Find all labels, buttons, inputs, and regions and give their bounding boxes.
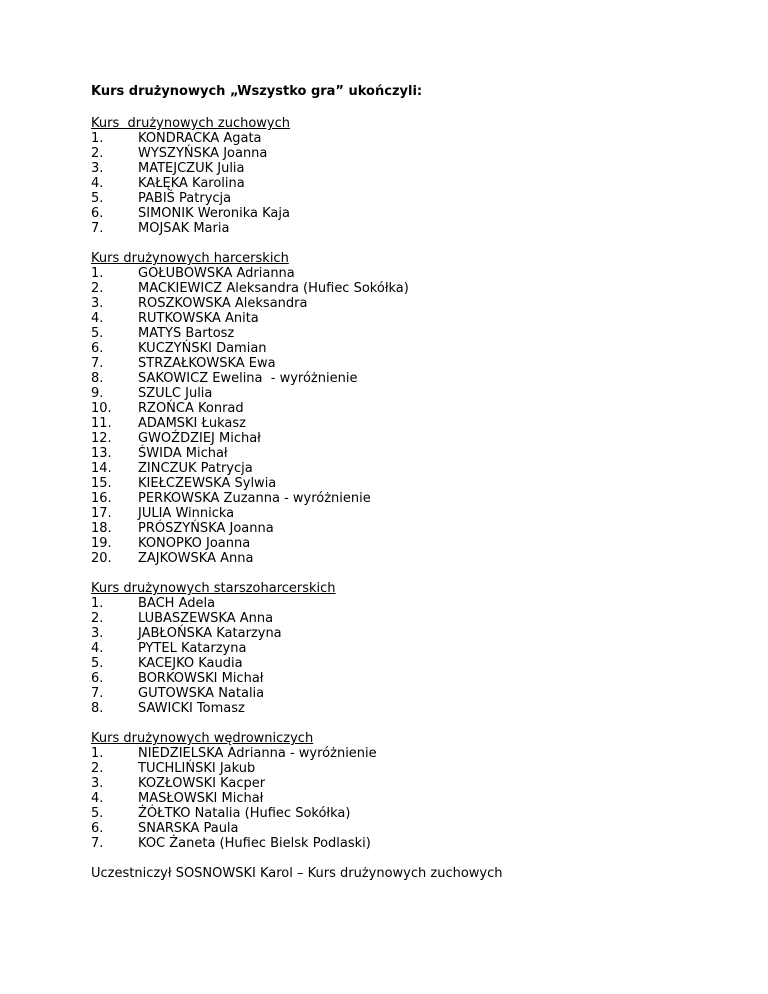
item-number: 19. (91, 536, 112, 551)
participant-name: ZINCZUK Patrycja (138, 461, 253, 476)
item-number: 1. (91, 266, 104, 281)
participant-name: ZAJKOWSKA Anna (138, 551, 254, 566)
list-item (91, 311, 731, 326)
list-item (91, 476, 731, 491)
section-heading: Kurs drużynowych harcerskich (91, 251, 289, 266)
list-item (91, 296, 731, 311)
participant-name: KAŁĘKA Karolina (138, 176, 245, 191)
list-item (91, 806, 731, 821)
list-item (91, 416, 731, 431)
section-heading: Kurs drużynowych wędrowniczych (91, 731, 314, 746)
course-section (91, 251, 731, 566)
list-item (91, 146, 731, 161)
participant-name: MACKIEWICZ Aleksandra (Hufiec Sokółka) (138, 281, 409, 296)
participant-name: TUCHLIŃSKI Jakub (138, 761, 256, 776)
participant-list (91, 596, 731, 716)
participant-name: RUTKOWSKA Anita (138, 311, 259, 326)
list-item (91, 206, 731, 221)
item-number: 6. (91, 671, 104, 686)
list-item (91, 386, 731, 401)
list-item (91, 131, 731, 146)
section-heading: Kurs drużynowych zuchowych (91, 116, 291, 131)
list-item (91, 401, 731, 416)
list-item (91, 491, 731, 506)
list-item (91, 821, 731, 836)
participant-name: SIMONIK Weronika Kaja (138, 206, 290, 221)
section-heading: Kurs drużynowych starszoharcerskich (91, 581, 336, 596)
list-item (91, 836, 731, 851)
participant-name: BACH Adela (138, 596, 216, 611)
list-item (91, 521, 731, 536)
participant-name: PERKOWSKA Zuzanna - wyróżnienie (138, 491, 371, 506)
course-section (91, 731, 731, 851)
participant-name: KUCZYŃSKI Damian (138, 341, 267, 356)
participant-name: KONOPKO Joanna (138, 536, 251, 551)
participant-name: ŻÓŁTKO Natalia (Hufiec Sokółka) (138, 806, 351, 821)
participant-list (91, 746, 731, 851)
participant-name: JABŁOŃSKA Katarzyna (138, 626, 282, 641)
list-item (91, 431, 731, 446)
list-item (91, 611, 731, 626)
list-item (91, 176, 731, 191)
course-section (91, 581, 731, 716)
course-section (91, 116, 731, 236)
item-number: 14. (91, 461, 112, 476)
list-item (91, 161, 731, 176)
item-number: 10. (91, 401, 112, 416)
participant-name: GUTOWSKA Natalia (138, 686, 265, 701)
participant-list (91, 131, 731, 236)
list-item (91, 266, 731, 281)
list-item (91, 506, 731, 521)
list-item (91, 371, 731, 386)
participant-name: KACEJKO Kaudia (138, 656, 243, 671)
item-number: 7. (91, 686, 104, 701)
item-number: 20. (91, 551, 112, 566)
item-number: 13. (91, 446, 112, 461)
participant-name: MOJSAK Maria (138, 221, 230, 236)
item-number: 16. (91, 491, 112, 506)
list-item (91, 191, 731, 206)
title-spacer (91, 99, 731, 116)
participant-name: KOC Żaneta (Hufiec Bielsk Podlaski) (138, 836, 371, 851)
list-item (91, 446, 731, 461)
list-item (91, 536, 731, 551)
list-item (91, 326, 731, 341)
list-item (91, 701, 731, 716)
item-number: 7. (91, 356, 104, 371)
participant-name: PRÓSZYŃSKA Joanna (138, 521, 274, 536)
participant-name: GWOŹDZIEJ Michał (138, 431, 261, 446)
item-number: 11. (91, 416, 112, 431)
item-number: 4. (91, 176, 104, 191)
participant-name: ROSZKOWSKA Aleksandra (138, 296, 308, 311)
item-number: 4. (91, 311, 104, 326)
list-item (91, 596, 731, 611)
item-number: 3. (91, 296, 104, 311)
item-number: 4. (91, 641, 104, 656)
participant-name: KIEŁCZEWSKA Sylwia (138, 476, 277, 491)
participant-list (91, 266, 731, 566)
item-number: 6. (91, 341, 104, 356)
item-number: 5. (91, 326, 104, 341)
item-number: 5. (91, 191, 104, 206)
list-item (91, 776, 731, 791)
item-number: 12. (91, 431, 112, 446)
footer-note: Uczestniczył SOSNOWSKI Karol – Kurs drużynowych zuchowych (91, 866, 503, 881)
list-item (91, 656, 731, 671)
list-item (91, 626, 731, 641)
item-number: 8. (91, 701, 104, 716)
item-number: 7. (91, 221, 104, 236)
item-number: 2. (91, 281, 104, 296)
participant-name: MASŁOWSKI Michał (138, 791, 264, 806)
list-item (91, 791, 731, 806)
participant-name: SNARSKA Paula (138, 821, 239, 836)
participant-name: MATEJCZUK Julia (138, 161, 245, 176)
participant-name: GOŁUBOWSKA Adrianna (138, 266, 295, 281)
participant-name: PYTEL Katarzyna (138, 641, 247, 656)
list-item (91, 356, 731, 371)
item-number: 2. (91, 611, 104, 626)
document-page (91, 84, 731, 881)
item-number: 5. (91, 656, 104, 671)
item-number: 3. (91, 776, 104, 791)
item-number: 2. (91, 146, 104, 161)
list-item (91, 341, 731, 356)
item-number: 1. (91, 746, 104, 761)
participant-name: LUBASZEWSKA Anna (138, 611, 274, 626)
participant-name: MATYS Bartosz (138, 326, 235, 341)
item-number: 4. (91, 791, 104, 806)
item-number: 8. (91, 371, 104, 386)
item-number: 17. (91, 506, 112, 521)
participant-name: KOZŁOWSKI Kacper (138, 776, 266, 791)
participant-name: PABIŚ Patrycja (138, 191, 232, 206)
participant-name: BORKOWSKI Michał (138, 671, 264, 686)
participant-name: KONDRACKA Agata (138, 131, 262, 146)
participant-name: RZOŃCA Konrad (138, 401, 244, 416)
list-item (91, 686, 731, 701)
list-item (91, 551, 731, 566)
list-item (91, 461, 731, 476)
item-number: 9. (91, 386, 104, 401)
item-number: 15. (91, 476, 112, 491)
participant-name: WYSZYŃSKA Joanna (138, 146, 268, 161)
item-number: 6. (91, 206, 104, 221)
item-number: 3. (91, 626, 104, 641)
list-item (91, 671, 731, 686)
participant-name: SAKOWICZ Ewelina - wyróżnienie (138, 371, 358, 386)
participant-name: ŚWIDA Michał (138, 446, 228, 461)
item-number: 5. (91, 806, 104, 821)
list-item (91, 641, 731, 656)
item-number: 7. (91, 836, 104, 851)
participant-name: NIEDZIELSKA Adrianna - wyróżnienie (138, 746, 377, 761)
participant-name: SZULC Julia (138, 386, 213, 401)
participant-name: STRZAŁKOWSKA Ewa (138, 356, 276, 371)
list-item (91, 281, 731, 296)
item-number: 1. (91, 131, 104, 146)
item-number: 1. (91, 596, 104, 611)
document-title: Kurs drużynowych „Wszystko gra” ukończyli: (91, 84, 423, 99)
list-item (91, 761, 731, 776)
participant-name: ADAMSKI Łukasz (138, 416, 246, 431)
item-number: 6. (91, 821, 104, 836)
participant-name: JULIA Winnicka (138, 506, 235, 521)
item-number: 3. (91, 161, 104, 176)
participant-name: SAWICKI Tomasz (138, 701, 245, 716)
list-item (91, 746, 731, 761)
list-item (91, 221, 731, 236)
item-number: 2. (91, 761, 104, 776)
item-number: 18. (91, 521, 112, 536)
sections-container (91, 116, 731, 851)
